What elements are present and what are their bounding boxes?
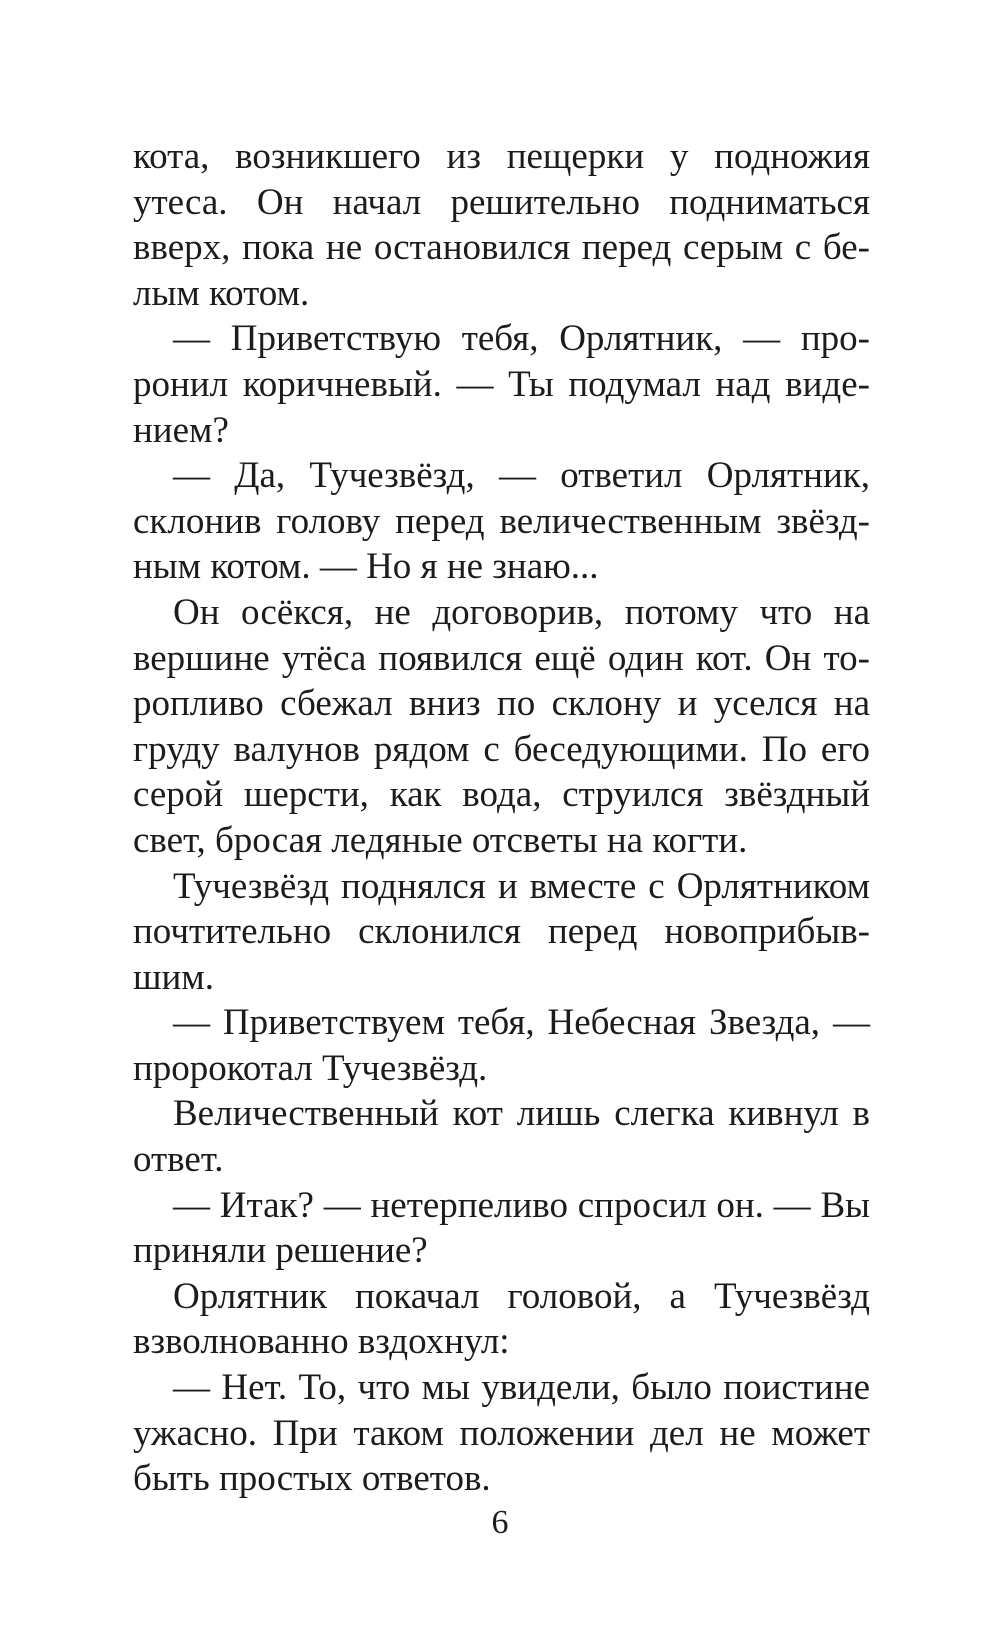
text-line: склонив голову перед величественным звёзд- <box>133 500 870 542</box>
text-line: серой шерсти, как вода, струился звёздный <box>133 774 870 816</box>
body-text <box>133 134 870 1502</box>
text-line: — Итак? — нетерпеливо спросил он. — Вы <box>173 1184 870 1226</box>
paragraph <box>133 453 870 590</box>
paragraph <box>133 316 870 453</box>
text-line: вершине утёса появился ещё один кот. Он то- <box>133 637 870 679</box>
text-line: ужасно. При таком положении дел не может <box>133 1412 870 1454</box>
text-line: лым котом. <box>133 272 310 314</box>
text-line: приняли решение? <box>133 1230 428 1272</box>
text-line: ронил коричневый. — Ты подумал над виде- <box>133 363 870 405</box>
text-line: свет, бросая ледяные отсветы на когти. <box>133 819 748 861</box>
text-line: нием? <box>133 409 229 451</box>
paragraph <box>133 1274 870 1365</box>
text-line: — Приветствуем тебя, Небесная Звезда, — <box>173 1002 870 1044</box>
paragraph <box>133 590 870 864</box>
text-line: почтительно склонился перед новоприбыв- <box>133 911 870 953</box>
text-line: Тучезвёзд поднялся и вместе с Орлятником <box>173 865 870 907</box>
text-line: — Нет. То, что мы увидели, было поистине <box>173 1367 870 1409</box>
text-line: Он осёкся, не договорив, потому что на <box>173 591 870 633</box>
text-line: кота, возникшего из пещерки у подножия <box>133 136 870 177</box>
text-line: взволнованно вздохнул: <box>133 1321 510 1363</box>
text-line: груду валунов рядом с беседующими. По его <box>133 728 870 770</box>
text-line: — Приветствую тебя, Орлятник, — про- <box>173 318 870 360</box>
text-line: Орлятник покачал головой, а Тучезвёзд <box>173 1275 870 1317</box>
text-line: утеса. Он начал решительно подниматься <box>133 181 870 223</box>
text-line: быть простых ответов. <box>133 1458 491 1500</box>
text-line: — Да, Тучезвёзд, — ответил Орлятник, <box>173 455 870 497</box>
text-line: ропливо сбежал вниз по склону и уселся на <box>133 683 870 725</box>
text-line: вверх, пока не остановился перед серым с бе- <box>133 227 870 269</box>
paragraph <box>133 1000 870 1091</box>
paragraph <box>133 864 870 1001</box>
text-line: шим. <box>133 956 214 998</box>
paragraph <box>133 1183 870 1274</box>
text-line: ответ. <box>133 1139 224 1181</box>
text-line: пророкотал Тучезвёзд. <box>133 1047 488 1089</box>
text-line: Величественный кот лишь слегка кивнул в <box>173 1093 870 1135</box>
paragraph <box>133 1365 870 1502</box>
page-number: 6 <box>491 1504 509 1541</box>
text-line: ным котом. — Но я не знаю... <box>133 546 599 588</box>
paragraph <box>133 134 870 316</box>
paragraph <box>133 1091 870 1182</box>
